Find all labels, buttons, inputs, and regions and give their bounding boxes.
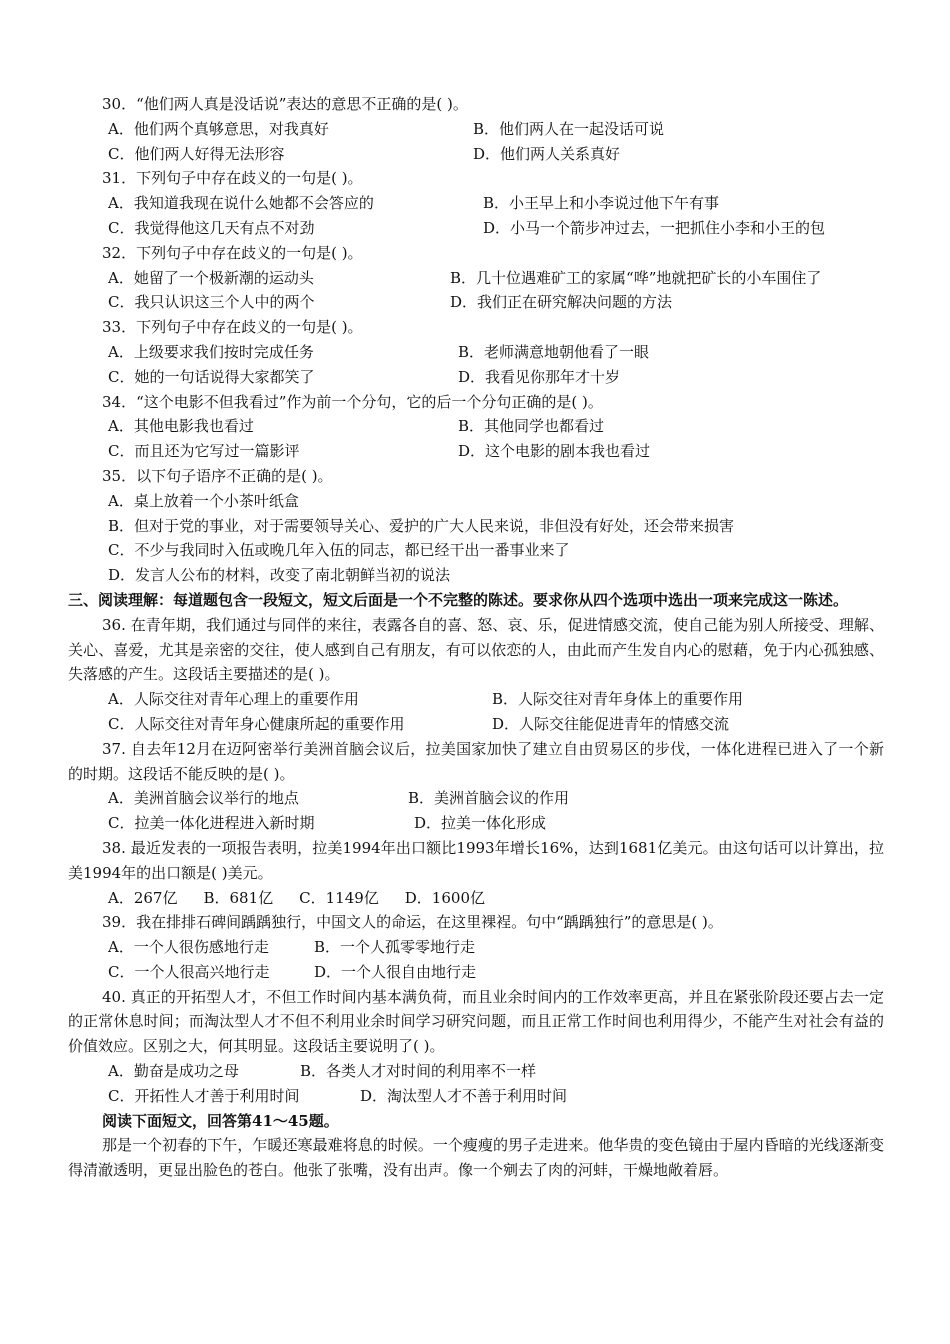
question-36-options xyxy=(68,687,884,712)
option-d: D．1600亿 xyxy=(404,888,485,907)
option-a: A．桌上放着一个小茶叶纸盒 xyxy=(108,491,299,510)
question-32-options xyxy=(68,266,884,291)
question-39-stem: 39．我在排排石碑间踽踽独行，中国文人的命运，在这里裸裎。句中“踽踽独行”的意思是( )。 xyxy=(102,913,723,932)
question-31-options xyxy=(68,191,884,216)
option-d: D．人际交往能促进青年的情感交流 xyxy=(492,714,730,733)
question-33-options xyxy=(68,340,884,365)
question-36-options-2 xyxy=(68,712,884,737)
question-38-options xyxy=(68,886,884,911)
option-d: D．我们正在研究解决问题的方法 xyxy=(450,293,673,312)
option-b: B．其他同学也都看过 xyxy=(458,417,605,436)
question-32-stem: 32．下列句子中存在歧义的一句是( )。 xyxy=(102,243,363,262)
option-b: B．各类人才对时间的利用率不一样 xyxy=(300,1062,537,1081)
option-a: A．我知道我现在说什么她都不会答应的 xyxy=(108,194,374,213)
question-37-options xyxy=(68,786,884,811)
question-34-stem: 34．“这个电影不但我看过”作为前一个分句，它的后一个分句正确的是( )。 xyxy=(102,392,603,411)
option-d: D．小马一个箭步冲过去，一把抓住小李和小王的包 xyxy=(483,218,826,237)
option-c: C．1149亿 xyxy=(299,888,379,907)
option-b: B．小王早上和小李说过他下午有事 xyxy=(483,194,720,213)
option-c: C．而且还为它写过一篇影评 xyxy=(108,442,300,461)
question-35-stem: 35．以下句子语序不正确的是( )。 xyxy=(102,466,333,485)
question-34-options xyxy=(68,414,884,439)
reading-passage: 那是一个初春的下午，乍暖还寒最难将息的时候。一个瘦瘦的男子走进来。他华贵的变色镜由于屋内昏暗的光线逐渐变得清澈透明，更显出脸色的苍白。他张了张嘴，没有出声。像一个剜去了肉的河蚌，干燥地敞着唇。 xyxy=(68,1136,884,1180)
question-40-stem: 40. 真正的开拓型人才，不但工作时间内基本满负荷，而且业余时间内的工作效率更高，并且在紧张阶段还要占去一定的正常休息时间；而淘汰型人才不但不利用业余时间学习研究问题，而且正常工作时间也利用得少，不能产生对社会有益的价值效应。区别之大，何其明显。这段话主要说明了( )。 xyxy=(68,987,884,1056)
question-40-options-2 xyxy=(68,1084,884,1109)
question-38-stem: 38. 最近发表的一项报告表明，拉美1994年出口额比1993年增长16%，达到1681亿美元。由这句话可以计算出，拉美1994年的出口额是( )美元。 xyxy=(68,838,884,882)
option-d: D．这个电影的剧本我也看过 xyxy=(458,442,651,461)
reading-intro: 阅读下面短文，回答第41～45题。 xyxy=(102,1111,339,1130)
question-39-options-2 xyxy=(68,960,884,985)
option-d: D．发言人公布的材料，改变了南北朝鲜当初的说法 xyxy=(108,566,451,585)
option-a: A．他们两个真够意思，对我真好 xyxy=(108,119,329,138)
option-c: C．人际交往对青年身心健康所起的重要作用 xyxy=(108,714,405,733)
option-b: B．美洲首脑会议的作用 xyxy=(408,789,570,808)
exam-page xyxy=(68,92,884,1183)
option-c: C．不少与我同时入伍或晚几年入伍的同志，都已经干出一番事业来了 xyxy=(108,541,570,560)
option-c: C．她的一句话说得大家都笑了 xyxy=(108,367,315,386)
option-b: B．他们两人在一起没话可说 xyxy=(473,119,665,138)
question-33-options-2 xyxy=(68,365,884,390)
option-a: A．267亿 xyxy=(108,888,178,907)
option-d: D．一个人很自由地行走 xyxy=(314,962,477,981)
section-heading: 三、阅读理解：每道题包含一段短文，短文后面是一个不完整的陈述。要求你从四个选项中选出一项来完成这一陈述。 xyxy=(68,590,849,609)
option-c: C．他们两人好得无法形容 xyxy=(108,144,285,163)
question-33-stem: 33．下列句子中存在歧义的一句是( )。 xyxy=(102,318,363,337)
option-c: C．我觉得他这几天有点不对劲 xyxy=(108,218,315,237)
option-c: C．开拓性人才善于利用时间 xyxy=(108,1086,300,1105)
option-b: B．但对于党的事业，对于需要领导关心、爱护的广大人民来说，非但没有好处，还会带来损害 xyxy=(108,516,735,535)
option-a: A．上级要求我们按时完成任务 xyxy=(108,342,314,361)
option-a: A．勤奋是成功之母 xyxy=(108,1062,239,1081)
option-a: A．人际交往对青年心理上的重要作用 xyxy=(108,690,359,709)
option-c: C．一个人很高兴地行走 xyxy=(108,962,270,981)
question-40-options xyxy=(68,1059,884,1084)
option-a: A．一个人很伤感地行走 xyxy=(108,938,269,957)
option-c: C．我只认识这三个人中的两个 xyxy=(108,293,315,312)
option-d: D．拉美一体化形成 xyxy=(414,814,547,833)
option-b: B．681亿 xyxy=(203,888,274,907)
question-30-stem: 30．“他们两人真是没话说”表达的意思不正确的是( )。 xyxy=(102,95,468,113)
option-a: A．美洲首脑会议举行的地点 xyxy=(108,789,299,808)
question-37-options-2 xyxy=(68,811,884,836)
question-37-stem: 37. 自去年12月在迈阿密举行美洲首脑会议后，拉美国家加快了建立自由贸易区的步伐，一体化进程已进入了一个新的时期。这段话不能反映的是( )。 xyxy=(68,739,884,783)
option-d: D．我看见你那年才十岁 xyxy=(458,367,621,386)
question-30-options-2 xyxy=(68,142,884,167)
option-c: C．拉美一体化进程进入新时期 xyxy=(108,814,315,833)
question-31-stem: 31．下列句子中存在歧义的一句是( )。 xyxy=(102,169,363,188)
question-31-options-2 xyxy=(68,216,884,241)
option-b: B．人际交往对青年身体上的重要作用 xyxy=(492,690,744,709)
option-a: A．其他电影我也看过 xyxy=(108,417,254,436)
question-30-options xyxy=(68,117,884,142)
question-36-stem: 36. 在青年期，我们通过与同伴的来往，表露各自的喜、怒、哀、乐，促进情感交流，使自己能为别人所接受、理解、关心、喜爱，尤其是亲密的交往，使人感到自己有朋友，有可以依恋的人，由此而产生发自内心的慰藉，免于内心孤独感、失落感的产生。这段话主要描述的是( )。 xyxy=(68,615,884,684)
option-b: B．几十位遇难矿工的家属“哗”地就把矿长的小车围住了 xyxy=(450,268,822,287)
question-39-options xyxy=(68,935,884,960)
option-a: A．她留了一个极新潮的运动头 xyxy=(108,268,314,287)
question-34-options-2 xyxy=(68,439,884,464)
option-b: B．一个人孤零零地行走 xyxy=(314,938,476,957)
question-32-options-2 xyxy=(68,290,884,315)
option-d: D．他们两人关系真好 xyxy=(473,144,621,163)
option-b: B．老师满意地朝他看了一眼 xyxy=(458,342,650,361)
option-d: D．淘汰型人才不善于利用时间 xyxy=(360,1086,568,1105)
